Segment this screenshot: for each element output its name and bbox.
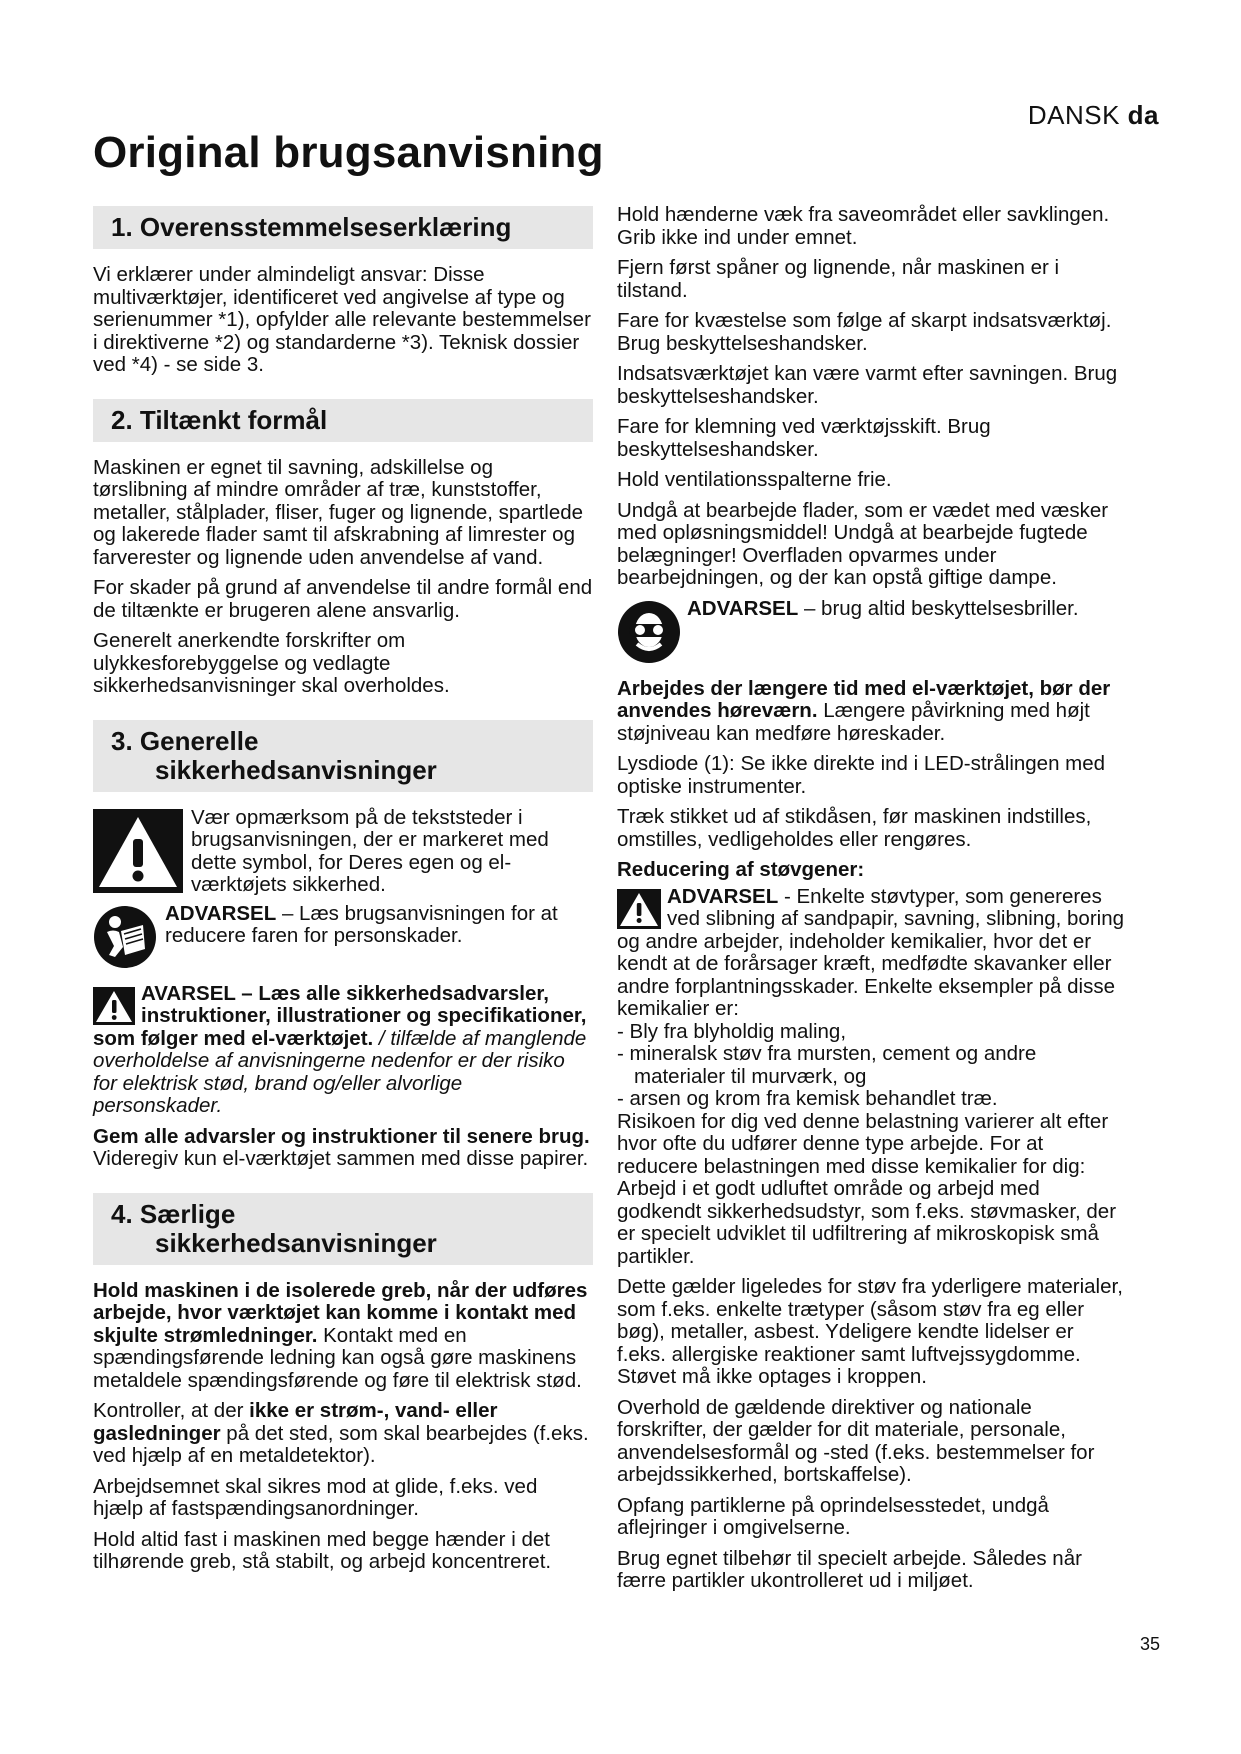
right-column <box>617 204 1127 1601</box>
section-heading-special-safety-line2: sikkerhedsanvisninger <box>155 1227 437 1258</box>
list-item: - mineralsk støv fra mursten, cement og andre <box>617 1042 1037 1065</box>
section-heading-general-safety-line1: 3. Generelle <box>111 725 259 756</box>
goggles-label: ADVARSEL <box>687 596 799 620</box>
list-item-continuation: materialer til murværk, og <box>634 1064 867 1088</box>
read-manual-text <box>165 903 593 948</box>
solvent-warning: Undgå at bearbejde flader, som er vædet med væsker med opløsningsmiddel! Undgå at bearbejde fugtede belægninger! Overfladen opvarmes under bearbejdningen, og der kan opstå giftige dampe. <box>617 498 1109 589</box>
keep-instructions-bold: Gem alle advarsler og instruktioner til senere brug. <box>93 1124 590 1148</box>
warning-triangle-icon <box>93 809 183 893</box>
page-title: Original brugsanvisning <box>93 128 604 177</box>
list-item: - Bly fra blyholdig maling, <box>617 1019 847 1043</box>
section-heading-general-safety-line2: sikkerhedsanvisninger <box>155 754 437 785</box>
check-lines-bold: ikke er strøm-, vand- eller gasledninger <box>93 1399 498 1445</box>
dust-warning-text: - Enkelte støvtyper, som genereres ved slibning af sandpapir, savning, slibning, boring og andre arbejder, indeholder kemikalier, hvor det er kendt at de forårsager kræft, medfødte skavanker eller andre forplantningsskader. Enkelte eksempler på disse kemikalier er: <box>617 884 1124 1020</box>
hands-away: Hold hænderne væk fra saveområdet eller savklingen. Grib ikke ind under emnet. <box>617 203 1110 249</box>
secure-workpiece: Arbejdsemnet skal sikres mod at glide, f.eks. ved hjælp af fastspændingsanordninger. <box>93 1474 538 1520</box>
safety-goggles-icon <box>617 600 681 664</box>
insulated-grip-text: Kontakt med en spændingsførende ledning kan også gøre maskinens metaldele spændingsførende og føre til elektrisk stød. <box>93 1323 582 1392</box>
check-lines-text-b: på det sted, som skal bearbejdes (f.eks. ved hjælp af en metaldetektor). <box>93 1421 589 1467</box>
warning-symbol-notice <box>93 807 593 897</box>
chemicals-list <box>617 1021 1127 1111</box>
sharp-tool-warning: Fare for kvæstelse som følge af skarpt indsatsværktøj. Brug beskyttelseshandsker. <box>617 309 1112 355</box>
hearing-protection <box>617 678 1127 746</box>
dust-warning <box>617 886 1127 1021</box>
language-label <box>1028 100 1159 131</box>
check-lines-text-a: Kontroller, at der <box>93 1399 250 1422</box>
hold-machine: Hold altid fast i maskinen med begge hænder i det tilhørende greb, stå stabilt, og arbejd koncentreret. <box>93 1527 552 1573</box>
section-heading-declaration: 1. Overensstemmelseserklæring <box>93 206 593 249</box>
check-lines-warning <box>93 1400 593 1468</box>
insulated-grip-warning <box>93 1280 593 1393</box>
goggles-body: – brug altid beskyttelsesbriller. <box>798 596 1079 620</box>
warning-triangle-icon <box>617 889 661 929</box>
risk-text: Risikoen for dig ved denne belastning varierer alt efter hvor ofte du udfører denne type arbejde. For at reducere belastningen med disse kemikalier for dig: Arbejd i et godt udluftet område og arbejd med godkendt sikkerhedsudstyr, som f.eks. støvmasker, der er specielt udviklet til udfiltrering af mikroskopisk små partikler. <box>617 1109 1117 1268</box>
regulations-text: Overhold de gældende direktiver og nationale forskrifter, der gælder for dit materiale, personale, anvendelsesformål og -sted (f.eks. bestemmelser for arbejdssikkerhed, bortskaffelse). <box>617 1395 1095 1486</box>
section-heading-special-safety-line1: 4. Særlige <box>111 1198 236 1229</box>
read-manual-label: ADVARSEL <box>165 901 277 925</box>
hearing-protection-text: Længere påvirkning med højt støjniveau kan medføre høreskader. <box>617 699 1090 745</box>
avarsel-italic-text: / tilfælde af manglende overholdelse af anvisningerne nedenfor er der risiko for elektrisk stød, brand og/eller alvorlige personskader. <box>93 1026 587 1117</box>
section-heading-special-safety <box>93 1193 593 1265</box>
read-manual-body: – Læs brugsanvisningen for at reducere faren for personskader. <box>165 901 558 947</box>
insulated-grip-bold: Hold maskinen i de isolerede greb, når der udføres arbejde, hvor værktøjet kan komme i kontakt med skjulte strømledninger. <box>93 1278 588 1347</box>
avarsel-warning <box>93 983 593 1118</box>
intended-use-regulations: Generelt anerkendte forskrifter om ulykkesforebyggelse og vedlagte sikkerhedsanvisninger skal overholdes. <box>93 629 450 697</box>
goggles-text <box>687 598 1127 621</box>
dust-heading: Reducering af støvgener: <box>617 858 865 881</box>
warning-symbol-text: Vær opmærksom på de tekststeder i brugsanvisningen, der er markeret med dette symbol, for Deres egen og el-værktøjets sikkerhed. <box>191 805 549 896</box>
keep-instructions <box>93 1126 593 1171</box>
accessories-text: Brug egnet tilbehør til specielt arbejde. Således når færre partikler ukontrolleret ud i miljøet. <box>617 1546 1082 1592</box>
remove-chips: Fjern først spåner og lignende, når maskinen er i tilstand. <box>617 256 1060 302</box>
pinch-warning: Fare for klemning ved værktøjsskift. Brug beskyttelseshandsker. <box>617 415 991 461</box>
ventilation-note: Hold ventilationsspalterne frie. <box>617 468 892 491</box>
read-manual-icon <box>93 905 157 969</box>
language-code: da <box>1127 100 1159 130</box>
warning-triangle-icon <box>93 987 135 1025</box>
declaration-text: Vi erklærer under almindeligt ansvar: Disse multiværktøjer, identificeret ved angivelse af type og serienummer *1), opfylder alle relevante bestemmelser i direktiverne *2) og standarderne *3). Teknisk dossier ved *4) - se side 3. <box>93 263 591 376</box>
keep-instructions-text: Videregiv kun el-værktøjet sammen med disse papirer. <box>93 1147 589 1170</box>
hot-tool-warning: Indsatsværktøjet kan være varmt efter savningen. Brug beskyttelseshandsker. <box>617 362 1118 408</box>
left-column <box>93 204 593 1582</box>
list-item: - arsen og krom fra kemisk behandlet træ. <box>617 1087 998 1110</box>
avarsel-bold-text: AVARSEL – Læs alle sikkerhedsadvarsler, instruktioner, illustrationer og specifikationer, som følger med el-værktøjet. <box>93 981 587 1050</box>
page-number: 35 <box>1140 1634 1161 1654</box>
section-heading-general-safety <box>93 720 593 792</box>
led-warning: Lysdiode (1): Se ikke direkte ind i LED-strålingen med optiske instrumenter. <box>617 752 1106 798</box>
hearing-protection-bold: Arbejdes der længere tid med el-værktøjet, bør der anvendes høreværn. <box>617 676 1111 722</box>
intended-use-text: Maskinen er egnet til savning, adskillelse og tørslibning af mindre områder af træ, kunststoffer, metaller, stålplader, fliser, fuger og lignende, spartlede og lakerede flader samt til afskrabning af limrester og farverester og lignende uden anvendelse af vand. <box>93 455 584 569</box>
goggles-warning <box>617 598 1127 664</box>
other-dust-text: Dette gælder ligeledes for støv fra yderligere materialer, som f.eks. enkelte trætyper (såsom støv fra eg eller bøg), metaller, asbest. Ydeligere kendte lidelser er f.eks. allergiske reaktioner samt luftvejssygdomme. Støvet må ikke optages i kroppen. <box>617 1275 1123 1388</box>
capture-particles-text: Opfang partiklerne på oprindelsesstedet, undgå aflejringer i omgivelserne. <box>617 1493 1049 1539</box>
read-manual-warning <box>93 903 593 969</box>
dust-warning-label: ADVARSEL <box>667 884 779 908</box>
language-name: DANSK <box>1027 100 1120 130</box>
section-heading-intended-use: 2. Tiltænkt formål <box>93 399 593 442</box>
intended-use-liability: For skader på grund af anvendelse til andre formål end de tiltænkte er brugeren alene ansvarlig. <box>93 576 593 622</box>
unplug-note: Træk stikket ud af stikdåsen, før maskinen indstilles, omstilles, vedligeholdes eller rengøres. <box>617 805 1092 851</box>
